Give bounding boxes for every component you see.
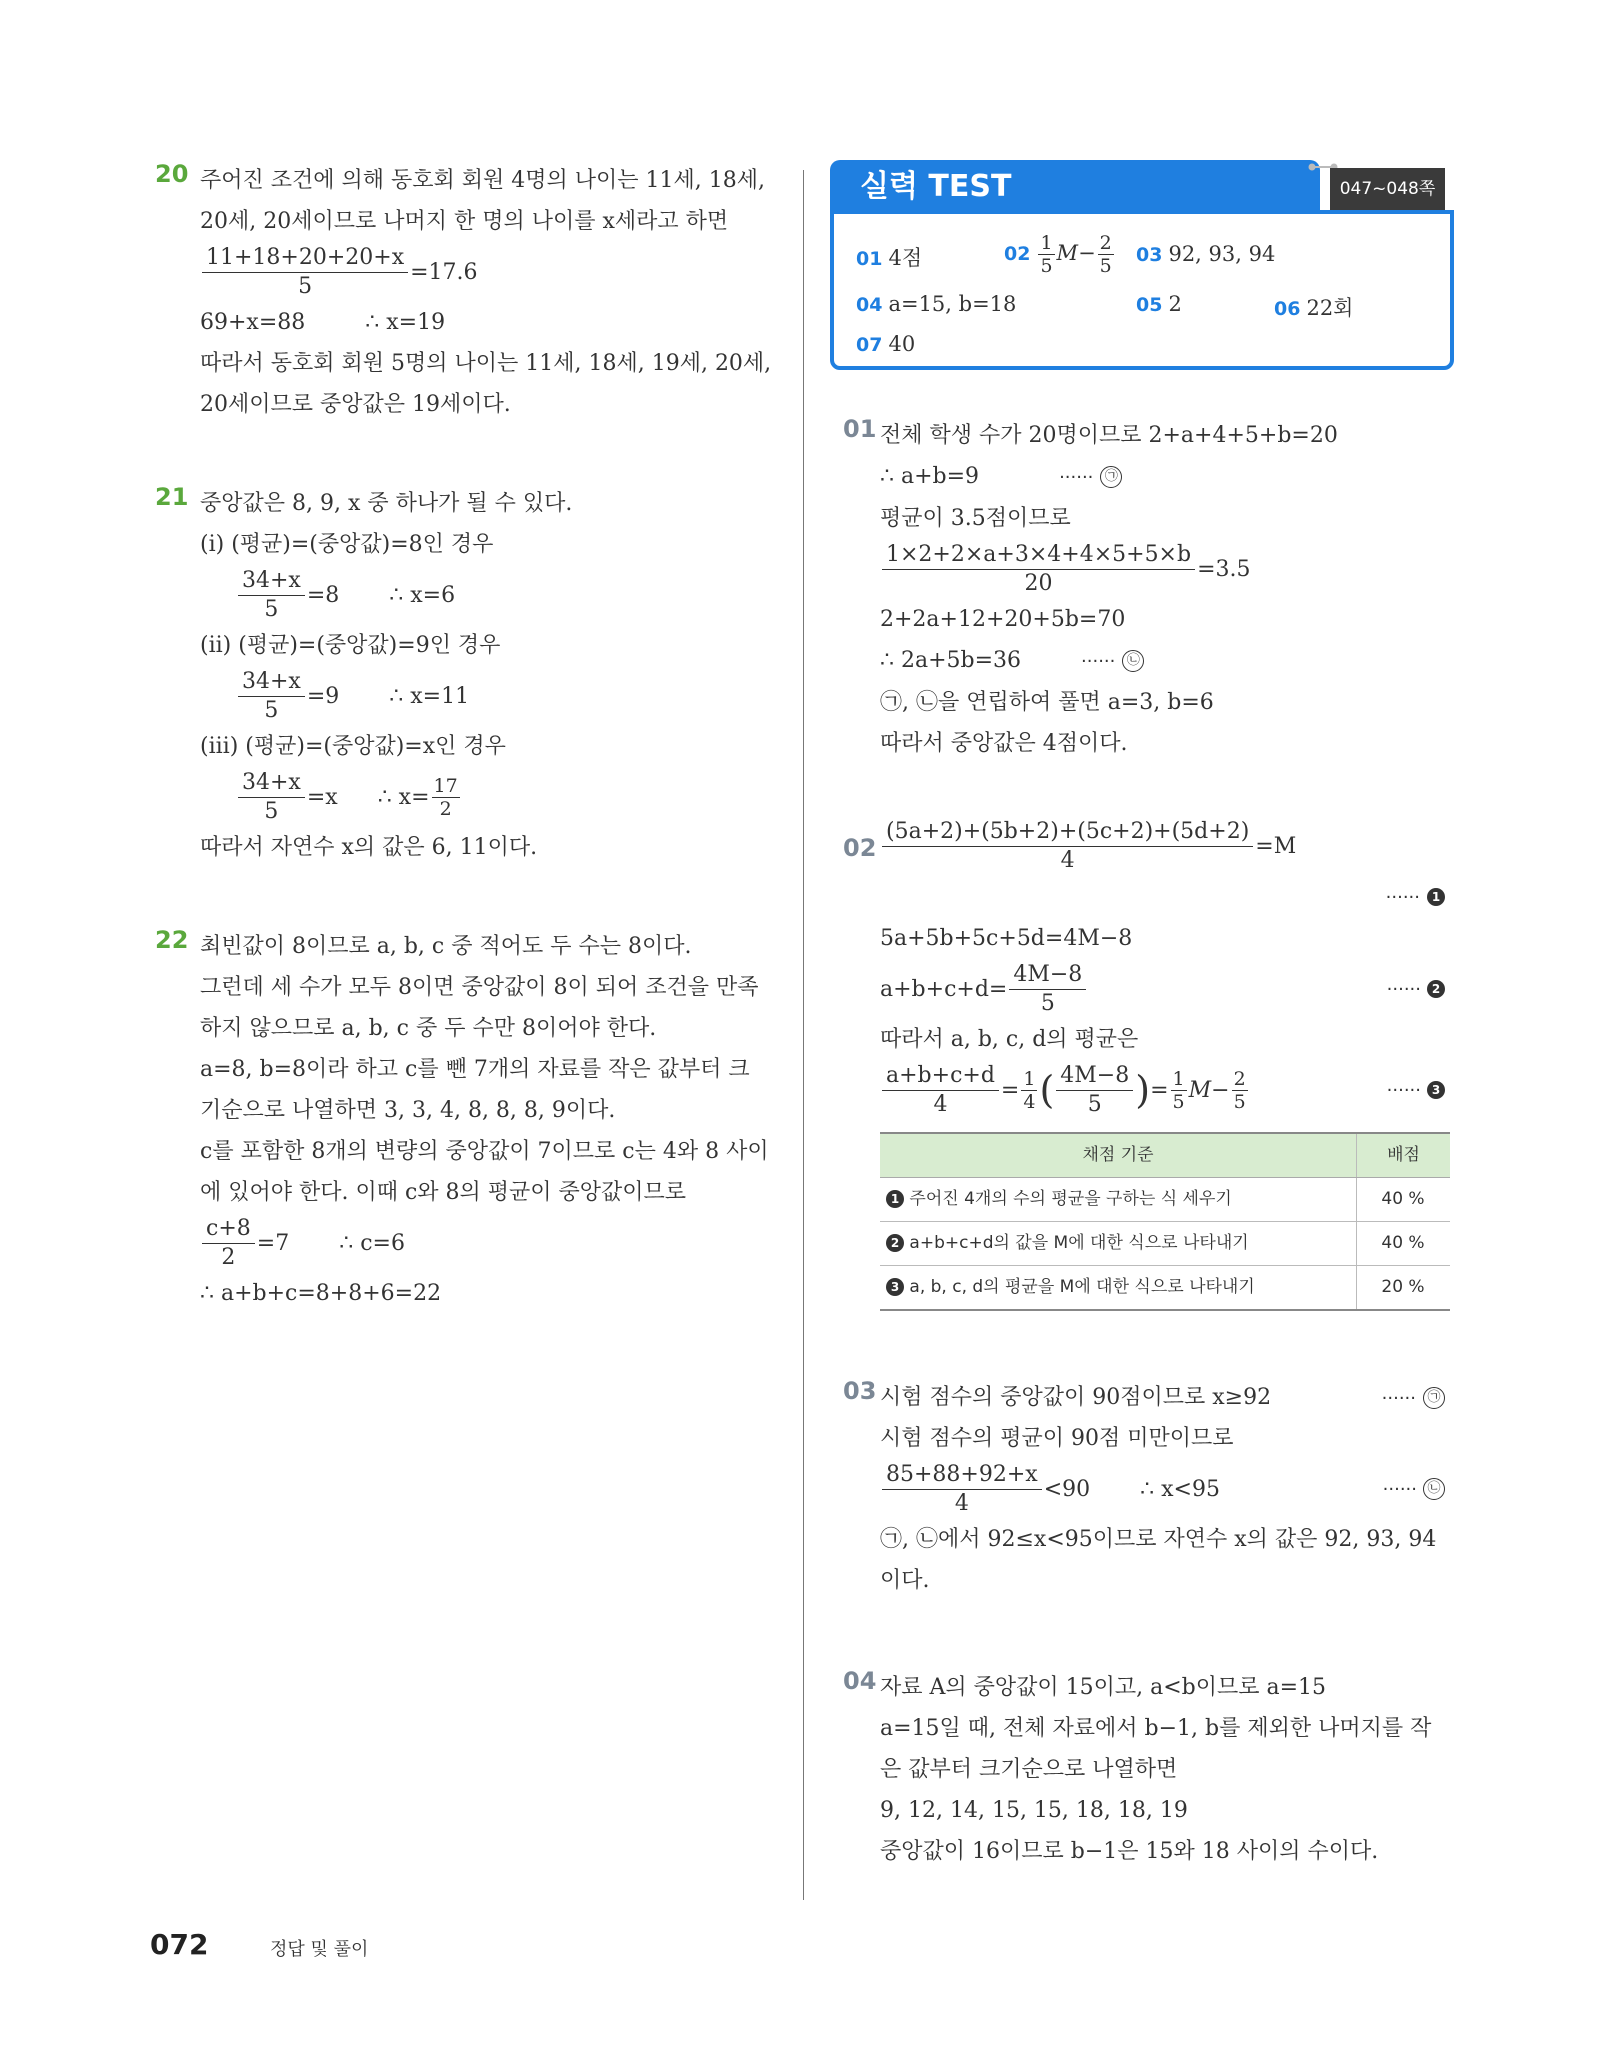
case-label: (ⅲ) (평균)=(중앙값)=x인 경우 <box>200 734 506 759</box>
answer-01 <box>856 242 922 272</box>
text-line: a=8, b=8이라 하고 c를 뺀 7개의 자료를 작은 값부터 크 <box>200 1057 750 1082</box>
equation-result: ∴ x=19 <box>365 310 446 335</box>
scoring-table <box>880 1132 1450 1311</box>
equation: $\frac{a+b+c+d}{4}$ = $\frac{1}{4}$ ( $\frac{4M-8}{5}$ ) = $\frac{1}{5}$ M − $\frac{2}{5}$ ······ 3 <box>880 1060 1455 1120</box>
table-cell: 주어진 4개의 수의 평균을 구하는 식 세우기 <box>909 1189 1232 1209</box>
fraction-numerator: 17 <box>433 774 458 797</box>
fraction-numerator: 34+x <box>238 769 305 798</box>
text-line: 전체 학생 수가 20명이므로 2+a+4+5+b=20 <box>880 423 1338 448</box>
equation <box>236 565 775 625</box>
fraction-numerator: c+8 <box>202 1215 255 1244</box>
equation <box>236 666 775 726</box>
answer-value: 2 <box>1168 292 1182 316</box>
problem-number: 04 <box>843 1667 877 1695</box>
answer-value: 22회 <box>1306 296 1354 320</box>
text-line: 하지 않으므로 a, b, c 중 두 수만 8이어야 한다. <box>200 1016 657 1041</box>
equation-rhs: <90 <box>1043 1476 1091 1502</box>
problem-number: 21 <box>155 483 189 511</box>
text-line: 따라서 중앙값은 4점이다. <box>880 731 1128 756</box>
equation-lhs: a+b+c+d= <box>880 976 1008 1002</box>
answer-03 <box>1136 242 1275 266</box>
test-answer-box <box>830 160 1460 375</box>
marker-circle: ㉠ <box>1423 1387 1445 1409</box>
marker-filled-circle: 3 <box>886 1278 904 1296</box>
table-row <box>880 1222 1450 1266</box>
equation-result: ∴ x= <box>377 784 430 810</box>
text-line: 따라서 a, b, c, d의 평균은 <box>880 1027 1139 1052</box>
equation-result: ∴ x=11 <box>389 683 470 709</box>
table-cell: 40 % <box>1357 1178 1451 1222</box>
marker-circle: ㉡ <box>1122 650 1144 672</box>
fraction-denominator: 5 <box>1172 1090 1185 1113</box>
table-cell: a+b+c+d의 값을 M에 대한 식으로 나타내기 <box>909 1233 1249 1253</box>
fraction-denominator: 5 <box>1233 1090 1246 1113</box>
table-header: 배점 <box>1357 1133 1451 1178</box>
equation-rhs: =9 <box>306 683 340 709</box>
text-line: 은 값부터 크기순으로 나열하면 <box>880 1757 1178 1782</box>
fraction-denominator: 5 <box>298 273 313 299</box>
table-row <box>880 1178 1450 1222</box>
footer-label: 정답 및 풀이 <box>270 1939 369 1960</box>
table-cell: 40 % <box>1357 1222 1451 1266</box>
text-line: 이다. <box>880 1568 930 1593</box>
text-line: 중앙값은 8, 9, x 중 하나가 될 수 있다. <box>200 491 573 516</box>
text-line: ㉠, ㉡에서 92≤x<95이므로 자연수 x의 값은 92, 93, 94 <box>880 1527 1437 1552</box>
answer-number: 03 <box>1136 244 1163 266</box>
text-line: a=15일 때, 전체 자료에서 b−1, b를 제외한 나머지를 작 <box>880 1716 1432 1741</box>
equation: $\frac{85+88+92+x}{4}$ <90 ∴ x<95 ······ ㉡ <box>880 1459 1455 1519</box>
answer-07 <box>856 332 915 356</box>
fraction-denominator: 4 <box>1060 847 1075 873</box>
problem-number: 03 <box>843 1377 877 1405</box>
column-divider <box>803 170 804 1900</box>
fraction-numerator: a+b+c+d <box>882 1062 999 1091</box>
answer-number: 07 <box>856 334 883 356</box>
equation <box>880 816 1455 876</box>
fraction-denominator: 5 <box>264 697 279 723</box>
fraction-numerator: 1 <box>1023 1067 1036 1090</box>
fraction-denominator: 5 <box>264 798 279 824</box>
problem-number: 02 <box>843 834 877 862</box>
answer-06 <box>1274 292 1353 322</box>
text-line: 시험 점수의 중앙값이 90점이므로 x≥92 <box>880 1385 1272 1410</box>
problem-20 <box>155 160 775 425</box>
fraction-denominator: 2 <box>439 797 452 820</box>
fraction-numerator: 2 <box>1233 1067 1246 1090</box>
equation <box>236 767 775 827</box>
marker-filled-circle: 2 <box>886 1234 904 1252</box>
equation-result: ∴ c=6 <box>339 1230 405 1256</box>
fraction-denominator: 4 <box>954 1490 969 1516</box>
text-line: ㉠, ㉡을 연립하여 풀면 a=3, b=6 <box>880 690 1214 715</box>
text-line: 평균이 3.5점이므로 <box>880 506 1071 531</box>
text-line: 자료 A의 중앙값이 15이고, a<b이므로 a=15 <box>880 1675 1327 1700</box>
solution-03: 03 시험 점수의 중앙값이 90점이므로 x≥92 ······ ㉠ 시험 점수의 평균이 90점 미만이므로 $\frac{85+88+92+x}{4}$ <90 ∴ x<95 ······ ㉡ ㉠, ㉡에서 92≤x<95이므로 자연수 x의 값은 92, 93, 94 이다. <box>835 1377 1455 1601</box>
right-column <box>835 415 1455 1912</box>
fraction-denominator: 5 <box>264 596 279 622</box>
fraction-numerator: 11+18+20+20+x <box>202 244 408 273</box>
fraction-numerator: 34+x <box>238 668 305 697</box>
table-cell: a, b, c, d의 평균을 M에 대한 식으로 나타내기 <box>909 1277 1255 1297</box>
answer-number: 06 <box>1274 298 1301 320</box>
equation-rhs: =3.5 <box>1197 556 1251 582</box>
fraction-denominator: 5 <box>1040 990 1055 1016</box>
marker-filled-circle: 1 <box>1427 888 1445 906</box>
text-line: 그런데 세 수가 모두 8이면 중앙값이 8이 되어 조건을 만족 <box>200 975 759 1000</box>
fraction-numerator: 4M−8 <box>1056 1062 1133 1091</box>
equation: 2+2a+12+20+5b=70 <box>880 607 1126 632</box>
text-line: 최빈값이 8이므로 a, b, c 중 적어도 두 수는 8이다. <box>200 934 692 959</box>
page-number: 072 <box>150 1928 209 1961</box>
equation-result: ∴ x=6 <box>389 582 456 608</box>
text-line: 에 있어야 한다. 이때 c와 8의 평균이 중앙값이므로 <box>200 1180 687 1205</box>
left-column <box>155 160 775 1354</box>
fraction-denominator: 5 <box>1087 1091 1102 1117</box>
equation-rhs: =x <box>306 784 338 810</box>
text-line: 20세이므로 중앙값은 19세이다. <box>200 392 511 417</box>
answer-value: 4점 <box>888 246 923 270</box>
text-line: 9, 12, 14, 15, 15, 18, 18, 19 <box>880 1798 1188 1823</box>
solution-01: 01 전체 학생 수가 20명이므로 2+a+4+5+b=20 ∴ a+b=9 ······ ㉠ 평균이 3.5점이므로 $\frac{1\times 2+2\times a+3\times 4+4\times 5+5\times b}{20}$ =3.5 2+2a+12+20+5b=70 ∴ 2a+5b=36 ······ ㉡ ㉠, ㉡을 연립하여 풀면 a=3, b=6 따라서 중앙값은 4점이다. <box>835 415 1455 764</box>
fraction-numerator: 34+x <box>238 567 305 596</box>
problem-number: 01 <box>843 415 877 443</box>
answer-number: 04 <box>856 294 883 316</box>
fraction-numerator: 1 <box>1172 1067 1185 1090</box>
fraction-numerator: 85+88+92+x <box>882 1461 1042 1490</box>
equation <box>200 242 775 302</box>
page-reference-tag: 047~048쪽 <box>1330 168 1445 210</box>
equals-sign: = <box>1000 1077 1020 1103</box>
equation <box>880 539 1455 599</box>
equation: a+b+c+d= $\frac{4M-8}{5}$ ······ 2 <box>880 959 1455 1019</box>
equation: 69+x=88 <box>200 310 306 335</box>
fraction-denominator: 2 <box>221 1244 236 1270</box>
equation-rhs: =17.6 <box>410 259 478 285</box>
answer-02: 02 $\frac{1}{5}$ M− $\frac{2}{5}$ <box>1004 232 1112 277</box>
text-line: 주어진 조건에 의해 동호회 회원 4명의 나이는 11세, 18세, <box>200 168 765 193</box>
problem-22 <box>155 926 775 1314</box>
case-label: (ⅰ) (평균)=(중앙값)=8인 경우 <box>200 532 494 557</box>
text-line: 따라서 자연수 x의 값은 6, 11이다. <box>200 835 538 860</box>
answer-05 <box>1136 292 1182 316</box>
equation-rhs: =7 <box>256 1230 290 1256</box>
marker-filled-circle: 1 <box>886 1190 904 1208</box>
problem-number: 22 <box>155 926 189 954</box>
equation: 5a+5b+5c+5d=4M−8 <box>880 926 1133 951</box>
answer-04 <box>856 292 1016 316</box>
text-line: 시험 점수의 평균이 90점 미만이므로 <box>880 1426 1234 1451</box>
marker-circle: ㉡ <box>1423 1478 1445 1500</box>
fraction-numerator: (5a+2)+(5b+2)+(5c+2)+(5d+2) <box>882 818 1253 847</box>
fraction-numerator: 1×2+2×a+3×4+4×5+5×b <box>882 541 1195 570</box>
equation-rhs: =M <box>1255 833 1297 859</box>
problem-21 <box>155 483 775 868</box>
table-cell: 20 % <box>1357 1266 1451 1311</box>
solution-04 <box>835 1667 1455 1872</box>
text-line: ∴ a+b+c=8+8+6=22 <box>200 1281 442 1306</box>
answer-value-fraction-1: $\frac{1}{5}$ <box>1040 232 1053 277</box>
fraction-numerator: 4M−8 <box>1009 961 1086 990</box>
equation-rhs: =8 <box>306 582 340 608</box>
test-answers-panel <box>830 210 1454 370</box>
table-header: 채점 기준 <box>880 1133 1357 1178</box>
test-title: 실력 TEST <box>830 160 1320 214</box>
answer-number: 02 <box>1004 243 1031 265</box>
answer-value: a=15, b=18 <box>888 292 1017 316</box>
marker-filled-circle: 3 <box>1427 1081 1445 1099</box>
case-label: (ⅱ) (평균)=(중앙값)=9인 경우 <box>200 633 501 658</box>
equation <box>200 1213 775 1273</box>
answer-number: 01 <box>856 248 883 270</box>
text-line: 20세, 20세이므로 나머지 한 명의 나이를 x세라고 하면 <box>200 209 729 234</box>
text-line: 따라서 동호회 회원 5명의 나이는 11세, 18세, 19세, 20세, <box>200 351 772 376</box>
solution-02: 02 $\frac{(5a+2)+(5b+2)+(5c+2)+(5d+2)}{4}$ =M ······ 1 5a+5b+5c+5d=4M−8 a+b+c+d= $\frac{4M-8}{5}$ ······ 2 따라서 a, b, c, d의 평균은 $\frac{a+b+c+d}{4}$ = $\frac{1}{4}$ ( $\frac{4M-8}{5}$ ) = $\frac{1}{5}$ M − $\frac{2}{5}$ ······ 3 채점 기준 배점 1 주어진 4개의 수의 평균을 구하는 식 세우기 40 % 2 a+b+c+d의 값을 M에 대한 식으로 나타내기 40 % 3 a, b, c, d의 평균을 M에 대한 식으로 나타내기 20 % <box>835 816 1455 1311</box>
equation: ∴ a+b=9 <box>880 464 980 489</box>
marker-circle: ㉠ <box>1100 466 1122 488</box>
table-row <box>880 1266 1450 1311</box>
text-line: 기순으로 나열하면 3, 3, 4, 8, 8, 8, 9이다. <box>200 1098 616 1123</box>
marker-filled-circle: 2 <box>1427 980 1445 998</box>
fraction-denominator: 20 <box>1024 570 1053 596</box>
fraction-denominator: 4 <box>933 1091 948 1117</box>
answer-value-fraction-2: $\frac{2}{5}$ <box>1099 232 1112 277</box>
text-line: 중앙값이 16이므로 b−1은 15와 18 사이의 수이다. <box>880 1839 1379 1864</box>
text-line: c를 포함한 8개의 변량의 중앙값이 7이므로 c는 4와 8 사이 <box>200 1139 769 1164</box>
equation: ∴ 2a+5b=36 <box>880 648 1022 673</box>
answer-value: 40 <box>888 332 916 356</box>
answer-value: 92, 93, 94 <box>1168 242 1276 266</box>
problem-number: 20 <box>155 160 189 188</box>
fraction-denominator: 4 <box>1023 1090 1036 1113</box>
answer-number: 05 <box>1136 294 1163 316</box>
equation-result: ∴ x<95 <box>1140 1476 1220 1502</box>
